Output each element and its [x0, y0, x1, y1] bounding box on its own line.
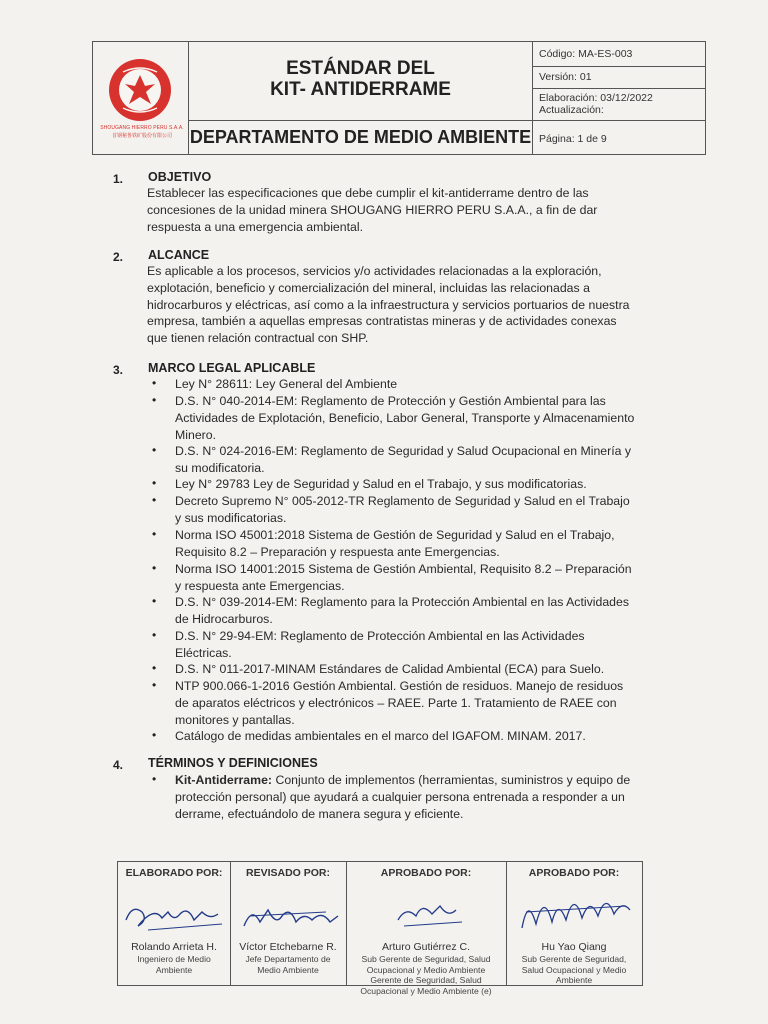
signature-mark — [506, 876, 642, 942]
text-line: Requisito 8.2 – Preparación y respuesta ante Emergencias. — [175, 544, 500, 559]
text-line: hidrocarburos y eléctricas, así como a la infraestructura y servicios portuarios de nuestra — [147, 297, 630, 312]
bullet-icon: • — [152, 628, 157, 642]
term-label: Kit-Antiderrame: — [175, 773, 273, 787]
section-title-alcance: ALCANCE — [148, 248, 210, 262]
signature-cell-revisado — [230, 862, 346, 985]
role-line: Ambiente — [155, 964, 193, 975]
signatory-name: Hu Yao Qiang — [541, 941, 607, 953]
text-line: monitores y pantallas. — [175, 712, 295, 727]
legal-item — [175, 393, 650, 443]
signature-mark — [118, 876, 230, 942]
section-title-marco-legal: MARCO LEGAL APLICABLE — [148, 361, 316, 375]
department-name: DEPARTAMENTO DE MEDIO AMBIENTE — [189, 127, 532, 147]
signature-cell-aprobado-2 — [506, 862, 642, 985]
signatory-name: Rolando Arrieta H. — [131, 941, 217, 953]
legal-item — [175, 561, 650, 595]
role-line: Salud Ocupacional y Medio — [521, 964, 627, 975]
text-line: Es aplicable a los procesos, servicios y/o actividades relacionadas a la exploración, — [147, 264, 602, 278]
term-definition: Conjunto de implementos (herramientas, suministros y equipo de — [272, 773, 631, 787]
legal-item — [175, 527, 650, 561]
signature-table — [117, 861, 643, 996]
text-line: Decreto Supremo N° 005-2012-TR Reglamento de Seguridad y Salud en el Trabajo — [175, 494, 630, 508]
signatory-role — [346, 954, 506, 996]
document-version: Versión: 01 — [539, 71, 592, 83]
role-line: Medio Ambiente — [257, 964, 319, 975]
alcance-paragraph — [147, 263, 649, 347]
update-date: Actualización: — [539, 104, 604, 116]
legal-item — [175, 376, 650, 393]
title-line-1: ESTÁNDAR DEL — [286, 58, 435, 79]
role-line: Sub Gerente de Seguridad, — [521, 954, 627, 964]
elaboration-date: Elaboración: 03/12/2022 — [539, 92, 653, 104]
text-line: y sus modificatorias. — [175, 510, 287, 525]
signatory-role — [230, 954, 346, 975]
text-line: D.S. N° 29-94-EM: Reglamento de Protección Ambiental en las Actividades — [175, 629, 585, 643]
bullet-icon: • — [152, 661, 157, 675]
text-line: y respuesta ante Emergencias. — [175, 578, 345, 593]
signature-header: REVISADO POR: — [245, 867, 330, 879]
text-line: de Hidrocarburos. — [175, 611, 273, 626]
text-line: Ley N° 28611: Ley General del Ambiente — [175, 377, 398, 391]
text-line: explotación, beneficio y comercialización del mineral, incluidas las relacionadas a — [147, 280, 590, 295]
section-number: 3. — [113, 363, 124, 377]
signature-mark — [346, 876, 506, 942]
bullet-icon: • — [152, 772, 157, 786]
text-line: D.S. N° 011-2017-MINAM Estándares de Calidad Ambiental (ECA) para Suelo. — [175, 662, 605, 676]
signature-header: APROBADO POR: — [528, 867, 620, 879]
signature-mark — [230, 876, 346, 942]
document-code: Código: MA-ES-003 — [539, 48, 633, 60]
document-header-table — [92, 41, 706, 155]
logo-caption: SHOUGANG HIERRO PERU S.A.A. — [100, 125, 184, 131]
bullet-icon: • — [152, 527, 157, 541]
section-number: 4. — [113, 758, 124, 772]
legal-item — [175, 476, 650, 493]
logo-caption-cn: 首钢秘鲁铁矿股份有限公司 — [111, 133, 172, 139]
signature-cell-elaborado — [118, 862, 230, 985]
text-line: D.S. N° 039-2014-EM: Reglamento para la Protección Ambiental en las Actividades — [175, 595, 629, 609]
legal-item — [175, 443, 650, 477]
legal-item — [175, 728, 650, 745]
company-logo — [93, 42, 188, 154]
objetivo-paragraph — [147, 185, 649, 235]
role-line: Jefe Departamento de — [245, 954, 331, 964]
definition-item — [175, 772, 650, 822]
section-number: 1. — [113, 172, 124, 186]
bullet-icon: • — [152, 476, 157, 490]
text-line: su modificatoria. — [175, 460, 265, 475]
role-line: Ocupacional y Medio Ambiente — [366, 964, 486, 975]
role-line: Ocupacional y Medio Ambiente (e) — [360, 985, 492, 996]
bullet-icon: • — [152, 443, 157, 457]
text-line — [175, 772, 650, 789]
legal-item — [175, 661, 650, 678]
text-line: Norma ISO 45001:2018 Sistema de Gestión de Seguridad y Salud en el Trabajo, — [175, 528, 615, 542]
bullet-icon: • — [152, 678, 157, 692]
text-line: de aparatos eléctricos y electrónicos – RAEE. Parte 1. Tratamiento de RAEE con — [175, 695, 617, 710]
text-line: Norma ISO 14001:2015 Sistema de Gestión Ambiental, Requisito 8.2 – Preparación — [175, 562, 632, 576]
bullet-icon: • — [152, 393, 157, 407]
signature-header: ELABORADO POR: — [125, 867, 223, 879]
bullet-icon: • — [152, 594, 157, 608]
text-line: respuesta a una emergencia ambiental. — [147, 219, 364, 234]
legal-item — [175, 493, 650, 527]
signatory-role — [118, 954, 230, 975]
text-line: concesiones de la unidad minera SHOUGANG HIERRO PERU S.A.A., a fin de dar — [147, 202, 598, 217]
text-line: Catálogo de medidas ambientales en el marco del IGAFOM. MINAM. 2017. — [175, 729, 586, 743]
text-line: D.S. N° 024-2016-EM: Reglamento de Seguridad y Salud Ocupacional en Minería y — [175, 444, 632, 458]
signatory-role — [506, 954, 642, 986]
text-line: Actividades de Explotación, Beneficio, Labor General, Transporte y Almacenamiento — [175, 410, 635, 425]
page-number: Página: 1 de 9 — [539, 133, 607, 145]
role-line: Ingeniero de Medio — [137, 954, 211, 964]
text-line: Establecer las especificaciones que debe cumplir el kit-antiderrame dentro de las — [147, 186, 589, 200]
document-title — [189, 42, 532, 120]
signatory-name: Víctor Etchebarne R. — [239, 941, 337, 953]
signatory-name: Arturo Gutiérrez C. — [381, 941, 471, 953]
legal-item — [175, 594, 650, 628]
section-title-objetivo: OBJETIVO — [148, 170, 212, 184]
signature-header: APROBADO POR: — [380, 867, 472, 879]
text-line: protección personal) que ayudará a cualquier persona entrenada a responder a un — [175, 789, 625, 804]
signature-cell-aprobado-1 — [346, 862, 506, 996]
bullet-icon: • — [152, 728, 157, 742]
text-line: Minero. — [175, 427, 217, 442]
text-line: que tienen relación contractual con SHP. — [147, 331, 369, 346]
section-number: 2. — [113, 250, 124, 264]
role-line: Ambiente — [555, 975, 593, 985]
role-line: Gerente de Seguridad, Salud — [370, 975, 482, 985]
title-line-2: KIT- ANTIDERRAME — [270, 79, 451, 100]
text-line: Ley N° 29783 Ley de Seguridad y Salud en el Trabajo, y sus modificatorias. — [175, 477, 587, 491]
text-line: empresa, también a aquellas empresas contratistas mineras y de actividades conexas — [147, 314, 617, 329]
bullet-icon: • — [152, 493, 157, 507]
text-line: NTP 900.066-1-2016 Gestión Ambiental. Gestión de residuos. Manejo de residuos — [175, 679, 624, 693]
text-line: D.S. N° 040-2014-EM: Reglamento de Protección y Gestión Ambiental para las — [175, 394, 606, 408]
text-line: derrame, efectuándolo de manera segura y eficiente. — [175, 806, 464, 821]
legal-item — [175, 678, 650, 728]
role-line: Sub Gerente de Seguridad, Salud — [361, 954, 491, 964]
bullet-icon: • — [152, 376, 157, 390]
section-title-terminos: TÉRMINOS Y DEFINICIONES — [148, 756, 318, 770]
bullet-icon: • — [152, 561, 157, 575]
legal-item — [175, 628, 650, 662]
text-line: Eléctricas. — [175, 645, 232, 660]
